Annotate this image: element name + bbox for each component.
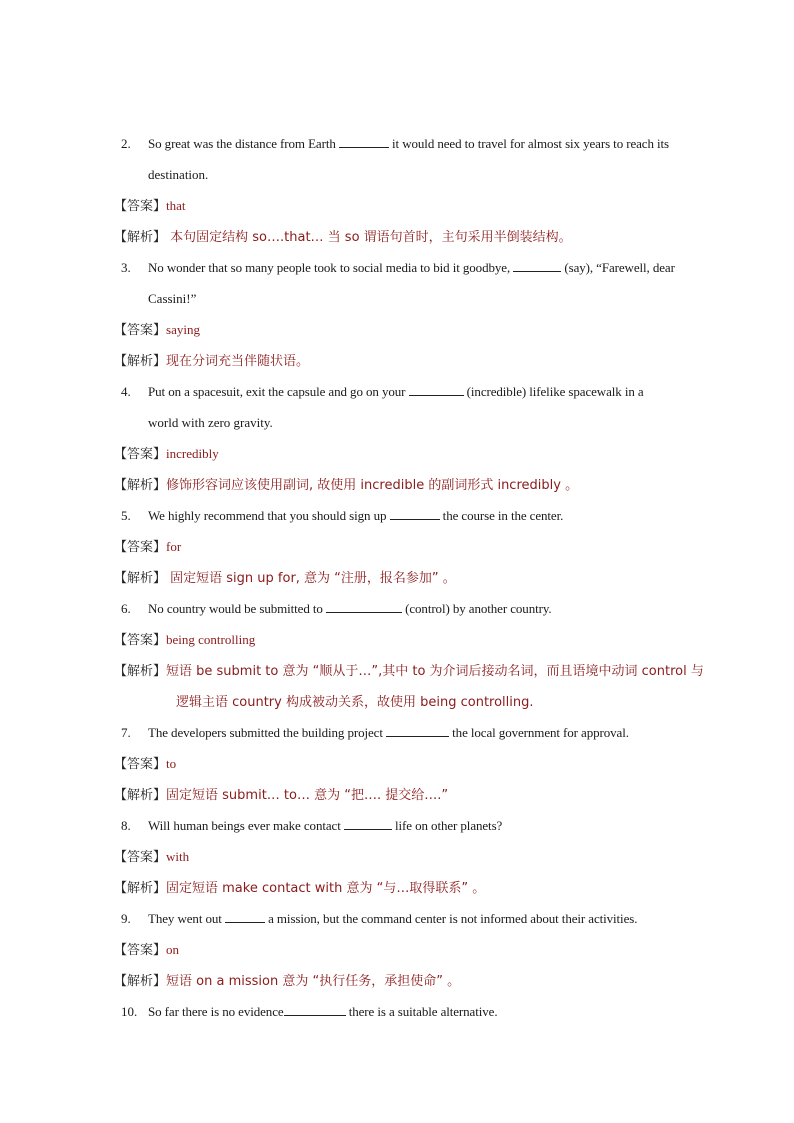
analysis-text: 短语 on a mission 意为 “执行任务，承担使命” 。 [166,974,461,989]
answer-blank [225,910,265,923]
answer-row [0,624,794,655]
question-text: No country would be submitted to [148,601,326,616]
question-4-continuation: world with zero gravity. [148,415,273,430]
answer-blank [284,1003,346,1016]
analysis-row [0,965,794,996]
question-10 [0,996,794,1027]
analysis-row [0,221,794,252]
question-text: there is a suitable alternative. [345,1004,498,1019]
answer-blank [326,600,402,613]
question-2 [0,128,794,159]
analysis-text: 短语 be submit to 意为 “顺从于…”,其中 to 为介词后接动名词，而且语境中动词 control 与 [166,664,704,679]
question-number: 10. [121,1004,138,1019]
analysis-label: 【解析】 [114,571,167,586]
answer-value: being controlling [166,632,256,647]
answer-blank [386,724,449,737]
answer-value: to [166,756,177,771]
question-text: So far there is no evidence [148,1004,284,1019]
question-9 [0,903,794,934]
answer-blank [344,817,392,830]
answer-value: on [166,942,180,957]
analysis-label: 【解析】 [114,354,167,369]
question-text: The developers submitted the building project [148,725,387,740]
analysis-row [0,655,794,686]
analysis-row [0,345,794,376]
answer-label: 【答案】 [114,540,167,555]
answer-label: 【答案】 [114,757,167,772]
question-text: So great was the distance from Earth [148,136,339,151]
question-text: No wonder that so many people took to social media to bid it goodbye, [148,260,514,275]
answer-blank [339,135,389,148]
answer-value: for [166,539,182,554]
answer-label: 【答案】 [114,323,167,338]
answer-row [0,531,794,562]
answer-row [0,841,794,872]
question-text: Will human beings ever make contact [148,818,344,833]
analysis-label: 【解析】 [114,230,167,245]
question-text: life on other planets? [391,818,503,833]
analysis-row [0,469,794,500]
analysis-text: 固定短语 submit… to… 意为 “把…. 提交给….” [166,788,449,803]
analysis-text: 现在分词充当伴随状语。 [166,354,310,369]
analysis-text: 修饰形容词应该使用副词, 故使用 incredible 的副词形式 incredibly 。 [166,478,579,493]
question-text: Put on a spacesuit, exit the capsule and go on your [148,384,409,399]
question-number: 3. [121,260,131,275]
question-text: (control) by another country. [401,601,552,616]
analysis-label: 【解析】 [114,478,167,493]
analysis-row [0,779,794,810]
analysis-text: 固定短语 make contact with 意为 “与…取得联系” 。 [166,881,486,896]
question-text: (say), “Farewell, dear [561,260,675,275]
question-5 [0,500,794,531]
answer-blank [409,383,464,396]
answer-row [0,934,794,965]
document-page [0,128,794,1027]
answer-row [0,314,794,345]
analysis-label: 【解析】 [114,881,167,896]
question-number: 8. [121,818,131,833]
analysis-row [0,562,794,593]
answer-label: 【答案】 [114,447,167,462]
question-3 [0,252,794,283]
answer-value: with [166,849,190,864]
analysis-label: 【解析】 [114,664,167,679]
answer-value: that [166,198,186,213]
question-number: 5. [121,508,131,523]
analysis-label: 【解析】 [114,974,167,989]
question-text: it would need to travel for almost six years to reach its [388,136,670,151]
answer-label: 【答案】 [114,633,167,648]
answer-row [0,190,794,221]
answer-row [0,748,794,779]
question-number: 7. [121,725,131,740]
analysis-label: 【解析】 [114,788,167,803]
question-number: 6. [121,601,131,616]
question-text: (incredible) lifelike spacewalk in a [463,384,644,399]
analysis-text: 本句固定结构 so….that… 当 so 谓语句首时，主句采用半倒装结构。 [166,230,572,245]
question-8 [0,810,794,841]
analysis-row [0,872,794,903]
question-6 [0,593,794,624]
analysis-text: 固定短语 sign up for, 意为 “注册，报名参加” 。 [166,571,456,586]
question-number: 2. [121,136,131,151]
answer-row [0,438,794,469]
analysis-continuation [0,686,794,717]
question-7 [0,717,794,748]
question-text: They went out [148,911,225,926]
answer-label: 【答案】 [114,943,167,958]
answer-label: 【答案】 [114,199,167,214]
question-number: 9. [121,911,131,926]
answer-blank [390,507,440,520]
question-2-continuation: destination. [148,167,209,182]
question-text: the course in the center. [439,508,564,523]
question-3-continuation: Cassini!” [148,291,197,306]
question-number: 4. [121,384,131,399]
answer-value: saying [166,322,200,337]
question-text: a mission, but the command center is not informed about their activities. [264,911,638,926]
answer-blank [513,259,561,272]
question-text: the local government for approval. [449,725,629,740]
answer-value: incredibly [166,446,219,461]
answer-label: 【答案】 [114,850,167,865]
question-4 [0,376,794,407]
question-text: We highly recommend that you should sign up [148,508,390,523]
analysis-text: 逻辑主语 country 构成被动关系，故使用 being controlling. [176,695,534,710]
